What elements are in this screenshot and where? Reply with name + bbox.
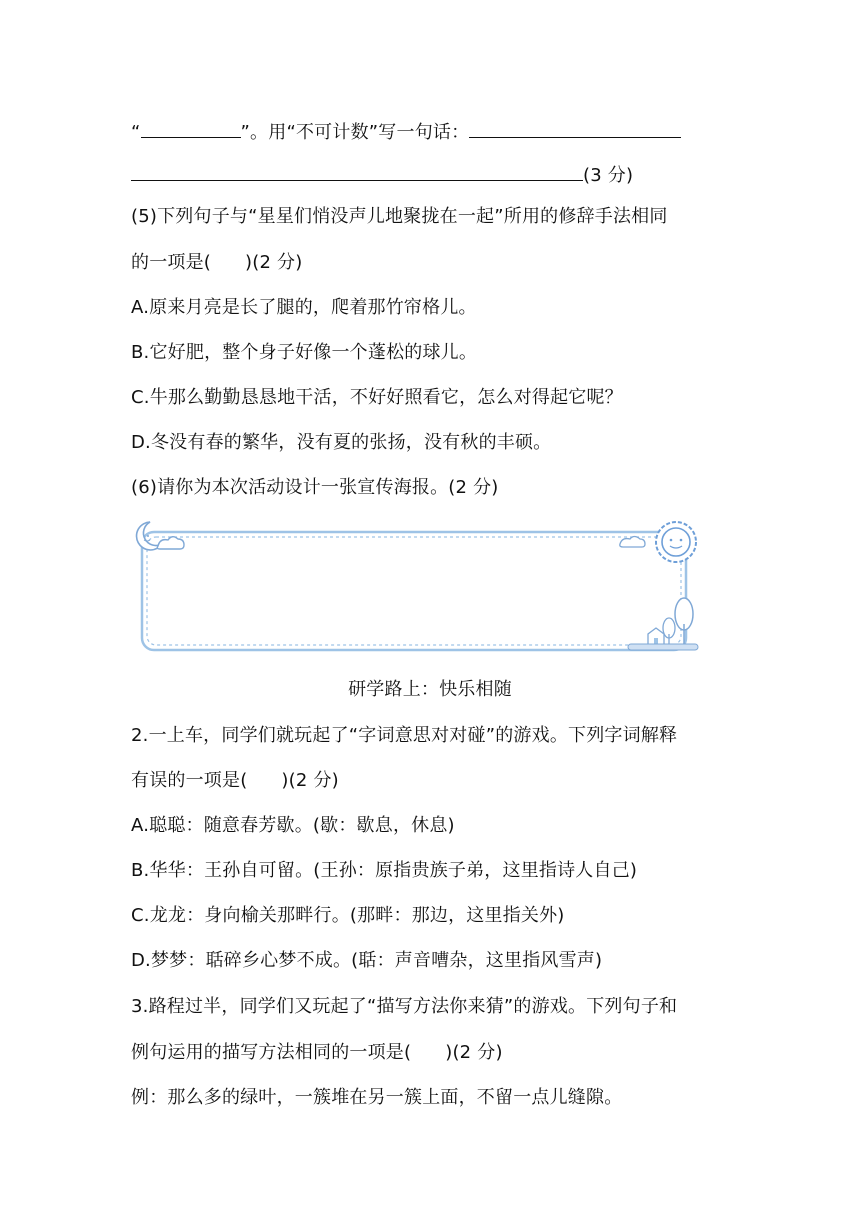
q5-option-b: B.它好肥，整个身子好像一个蓬松的球儿。 [131, 342, 478, 363]
open-quote: “ [131, 122, 141, 143]
q2-option-a: A.聪聪：随意春芳歇。(歇：歇息，休息) [131, 815, 455, 836]
q5-option-c: C.牛那么勤勤恳恳地干活，不好好照看它，怎么对得起它呢？ [131, 387, 623, 408]
q3-stem-line2 [131, 1041, 503, 1065]
poster-frame [128, 516, 702, 656]
q2-option-b: B.华华：王孙自可留。(王孙：原指贵族子弟，这里指诗人自己) [131, 860, 638, 881]
q5-stem-line2 [131, 251, 302, 275]
q4-line1 [131, 117, 681, 145]
q5-stem-line1: (5)下列句子与“星星们悄没声儿地聚拢在一起”所用的修辞手法相同 [131, 206, 668, 227]
q3-stem-line1: 3.路程过半，同学们又玩起了“描写方法你来猜”的游戏。下列句子和 [131, 996, 678, 1017]
section-title: 研学路上：快乐相随 [348, 679, 512, 700]
q3-example: 例：那么多的绿叶，一簇堆在另一簇上面，不留一点儿缝隙。 [131, 1087, 623, 1108]
q5-option-a: A.原来月亮是长了腿的，爬着那竹帘格儿。 [131, 297, 477, 318]
score-label: )(2 分) [245, 252, 303, 273]
poster-writing-area[interactable] [150, 540, 678, 642]
score-label: (3 分) [583, 165, 634, 186]
score-label: )(2 分) [445, 1042, 503, 1063]
stem-text: 的一项是( [131, 252, 212, 273]
q2-option-d: D.梦梦：聒碎乡心梦不成。(聒：声音嘈杂，这里指风雪声) [131, 950, 603, 971]
prompt-text: ”。用“不可计数”写一句话： [240, 122, 470, 143]
stem-text: 例句运用的描写方法相同的一项是( [131, 1042, 412, 1063]
answer-blank[interactable] [141, 117, 241, 138]
sentence-blank[interactable] [469, 117, 681, 138]
q6-stem: (6)请你为本次活动设计一张宣传海报。(2 分) [131, 477, 499, 498]
ground-icon [628, 644, 698, 650]
q2-stem-line1: 2.一上车，同学们就玩起了“字词意思对对碰”的游戏。下列字词解释 [131, 725, 678, 746]
q4-line2 [131, 160, 633, 188]
q2-option-c: C.龙龙：身向榆关那畔行。(那畔：那边，这里指关外) [131, 905, 565, 926]
stem-text: 有误的一项是( [131, 770, 248, 791]
q5-option-d: D.冬没有春的繁华，没有夏的张扬，没有秋的丰硕。 [131, 432, 552, 453]
q2-stem-line2 [131, 769, 339, 793]
sun-icon [656, 522, 696, 562]
sentence-blank-continued[interactable] [131, 160, 583, 181]
score-label: )(2 分) [281, 770, 339, 791]
